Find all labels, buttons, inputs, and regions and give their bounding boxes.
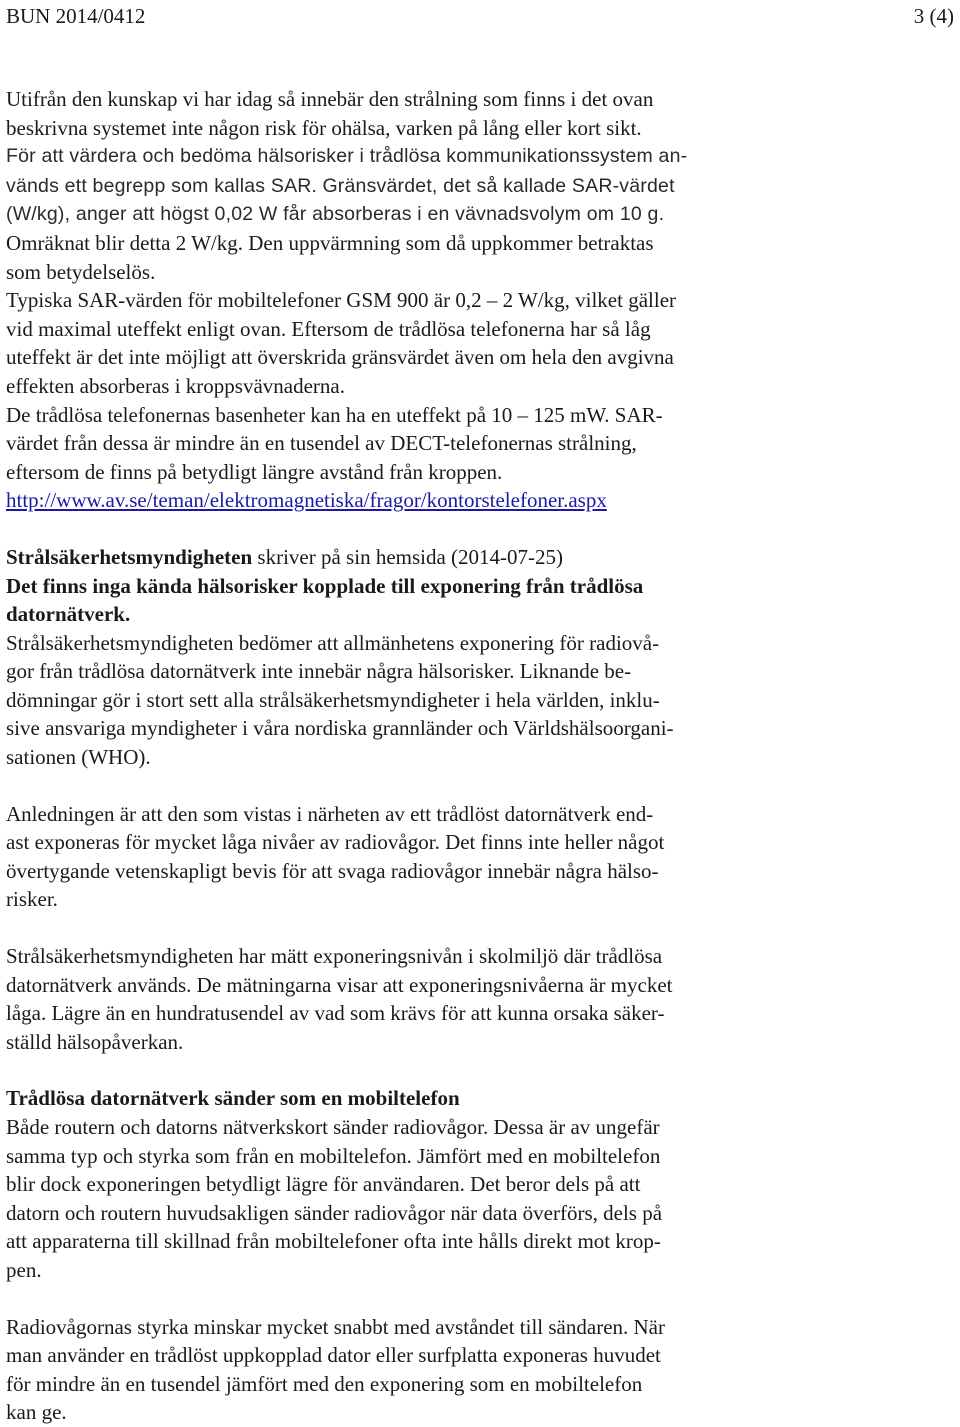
section-heading: Trådlösa datornätverk sänder som en mobiltelefon bbox=[6, 1086, 460, 1111]
text-line: vid maximal uteffekt enligt ovan. bbox=[6, 316, 287, 341]
text-line: Den uppvärmning som då uppkommer betraktas bbox=[248, 230, 654, 255]
ssm-section bbox=[6, 543, 936, 1057]
text-line: Typiska SAR-värden för mobiltelefoner GSM 900 är 0,2 – 2 W/kg, vilket gäller bbox=[6, 288, 677, 313]
text-line: övertygande vetenskapligt bevis för att svaga radiovågor innebär några hälso- bbox=[6, 858, 659, 883]
text-line: sive ansvariga myndigheter i våra nordiska grannländer och Världshälsoorgani- bbox=[6, 716, 674, 741]
text-line: sationen (WHO). bbox=[6, 745, 151, 770]
text-line: gor från trådlösa datornätverk inte innebär några hälsorisker. Liknande be- bbox=[6, 659, 632, 684]
text-line: låga. Lägre än en hundratusendel av vad som krävs för att kunna orsaka säker- bbox=[6, 1001, 665, 1026]
text-line: man använder en trådlöst uppkopplad dator eller surfplatta exponeras huvudet bbox=[6, 1343, 661, 1368]
intro-text: skriver på sin hemsida (2014-07-25) bbox=[252, 544, 564, 569]
text-line: som betydelselös. bbox=[6, 259, 156, 284]
text-line: Utifrån den kunskap vi har idag så innebär den strålning som finns i det ovan bbox=[6, 87, 654, 111]
text-line: att apparaterna till skillnad från mobiltelefoner ofta inte hålls direkt mot krop- bbox=[6, 1229, 661, 1254]
text-line: Både routern och datorns nätverkskort sänder radiovågor. Dessa är av ungefär bbox=[6, 1115, 660, 1139]
text-line: De trådlösa telefonernas basenheter kan ha en uteffekt på 10 – 125 mW. SAR- bbox=[6, 402, 663, 427]
document-body bbox=[6, 85, 936, 1427]
text-line: beskrivna systemet inte någon risk för ohälsa, varken på lång eller kort sikt. bbox=[6, 115, 642, 140]
text-line: dömningar gör i stort sett alla strålsäkerhetsmyndigheter i hela världen, inklu- bbox=[6, 687, 660, 712]
text-line: för mindre än en tusendel jämfört med den exponering som en mobiltelefon bbox=[6, 1371, 643, 1396]
org-name: Strålsäkerhetsmyndigheten bbox=[6, 544, 253, 569]
ssm-headline: datornätverk. bbox=[6, 602, 131, 627]
text-line: blir dock exponeringen betydligt lägre för användaren. Det beror dels på att bbox=[6, 1172, 641, 1197]
text-line: (W/kg), anger att högst 0,02 W får absorberas i en vävnadsvolym om 10 g. bbox=[6, 203, 665, 226]
sar-paragraph bbox=[6, 85, 936, 515]
text-line: effekten absorberas i kroppsvävnaderna. bbox=[6, 373, 345, 398]
text-line: datornätverk används. De mätningarna visar att exponeringsnivåerna är mycket bbox=[6, 972, 673, 997]
text-line: Strålsäkerhetsmyndigheten bedömer att allmänhetens exponering för radiovå- bbox=[6, 630, 660, 655]
document-id: BUN 2014/0412 bbox=[6, 4, 146, 28]
text-line: pen. bbox=[6, 1257, 42, 1282]
text-line: Omräknat blir detta 2 W/kg. bbox=[6, 230, 243, 255]
page-number: 3 (4) bbox=[913, 4, 954, 28]
text-line: samma typ och styrka som från en mobiltelefon. Jämfört med en mobiltelefon bbox=[6, 1143, 661, 1168]
text-line: Eftersom de trådlösa telefonerna har så låg bbox=[291, 316, 651, 341]
text-line: För att värdera och bedöma hälsorisker i trådlösa kommunikationssystem an- bbox=[6, 145, 688, 168]
text-line: Gränsvärdet, det så kallade SAR-värdet bbox=[322, 174, 675, 197]
text-line: risker. bbox=[6, 887, 58, 912]
text-line: eftersom de finns på betydligt längre avstånd från kroppen. bbox=[6, 459, 503, 484]
wifi-section bbox=[6, 1084, 936, 1427]
text-line: ast exponeras för mycket låga nivåer av radiovågor. Det finns inte heller något bbox=[6, 830, 665, 855]
text-line: Strålsäkerhetsmyndigheten har mätt exponeringsnivån i skolmiljö där trådlösa bbox=[6, 944, 663, 969]
ssm-headline: Det finns inga kända hälsorisker kopplade till exponering från trådlösa bbox=[6, 573, 644, 598]
source-link[interactable]: http://www.av.se/teman/elektromagnetiska/fragor/kontorstelefoner.aspx bbox=[6, 488, 607, 513]
text-line: kan ge. bbox=[6, 1400, 67, 1425]
text-line: värdet från dessa är mindre än en tusendel av DECT-telefonernas strålning, bbox=[6, 431, 637, 456]
text-line: ställd hälsopåverkan. bbox=[6, 1029, 184, 1054]
text-line: vänds ett begrepp som kallas SAR. bbox=[6, 174, 318, 197]
text-line: Radiovågornas styrka minskar mycket snabbt med avståndet till sändaren. När bbox=[6, 1314, 665, 1339]
text-line: Anledningen är att den som vistas i närheten av ett trådlöst datornätverk end- bbox=[6, 801, 654, 826]
page-header bbox=[6, 2, 954, 30]
text-line: datorn och routern huvudsakligen sänder radiovågor när data överförs, dels på bbox=[6, 1200, 663, 1225]
text-line: uteffekt är det inte möjligt att överskrida gränsvärdet även om hela den avgivna bbox=[6, 345, 674, 370]
